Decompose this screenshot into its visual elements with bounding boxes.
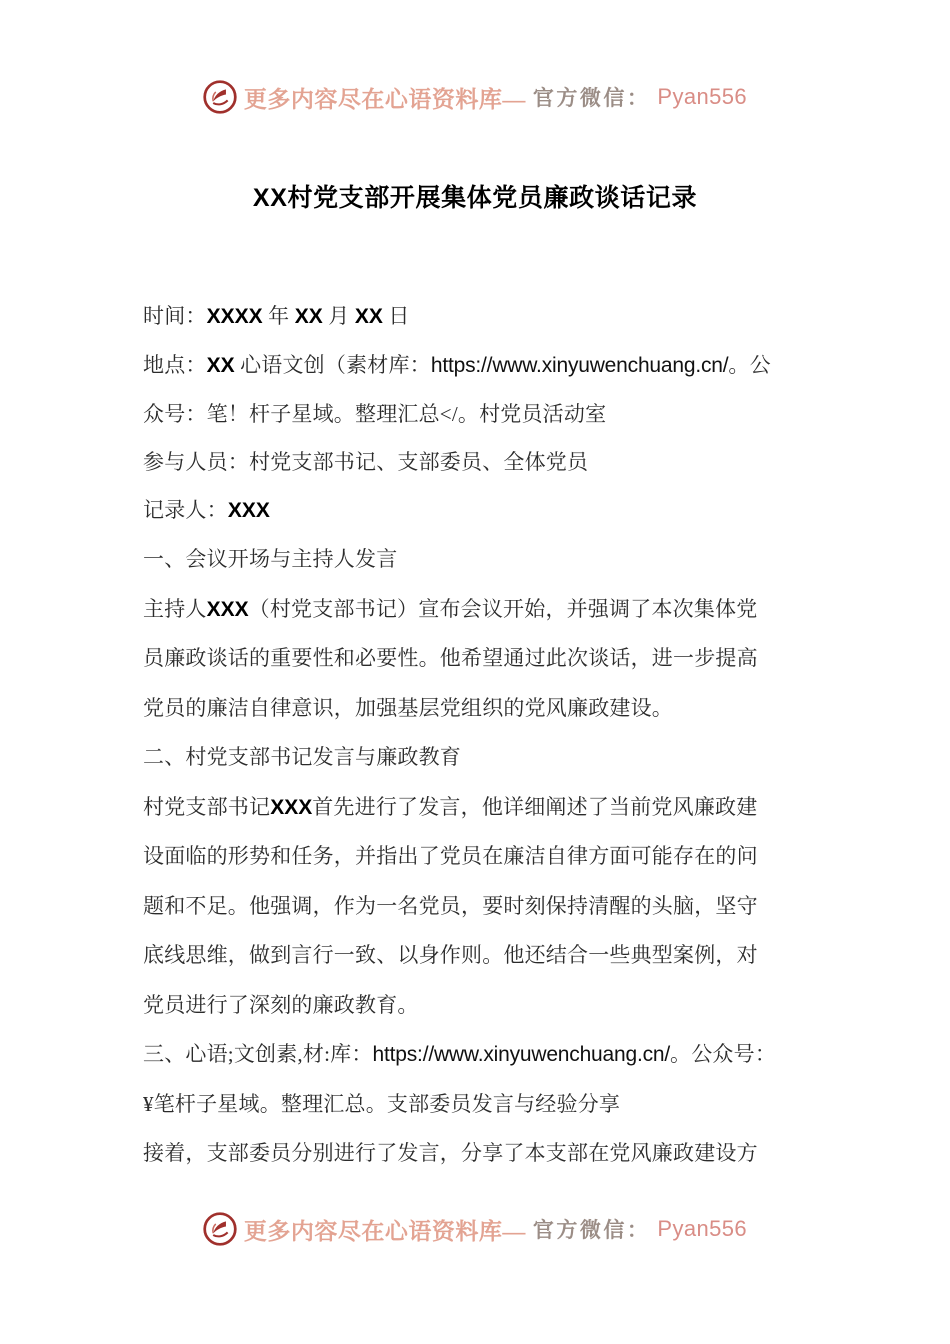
- meta-place-text-2: 。公: [728, 353, 771, 377]
- section-3-paragraph-line-1: 接着，支部委员分别进行了发言，分享了本支部在党风廉政建设方: [143, 1141, 758, 1165]
- watermark-banner-top: [0, 80, 950, 114]
- section-1-paragraph-line-2: 员廉政谈话的重要性和必要性。他希望通过此次谈话，进一步提高: [143, 646, 758, 670]
- meta-place-text-1: 心语文创（素材库：: [240, 353, 431, 377]
- meta-recorder-label: 记录人：: [143, 498, 228, 522]
- watermark-wechat-id: Pyan556: [657, 1216, 748, 1241]
- s1p1-pre: 主持人: [143, 596, 207, 621]
- section-heading-3: [143, 1030, 815, 1080]
- meta-participants-label: 参与人员：: [143, 450, 249, 474]
- meta-place-url[interactable]: https://www.xinyuwenchuang.cn/: [430, 354, 729, 377]
- section-1-paragraph-line-1: [143, 585, 815, 635]
- page-title: XX村党支部开展集体党员廉政谈话记录: [252, 184, 698, 212]
- section-1-paragraph-line-3: 党员的廉洁自律意识，加强基层党组织的党风廉政建设。: [143, 695, 673, 720]
- s1p1-post: （村党支部书记）宣布会议开始，并强调了本次集体党: [248, 596, 758, 621]
- section-2-paragraph-line-1: [143, 783, 815, 833]
- s1p1-bold: XXX: [206, 597, 249, 621]
- meta-time-unit-month: 月: [328, 304, 350, 328]
- s3-heading-prefix: 三、心语;文创素,材:库：: [143, 1042, 373, 1066]
- meta-time-label: 时间：: [143, 304, 207, 328]
- watermark-main-text: 更多内容尽在心语资料库—: [243, 86, 526, 112]
- watermark-wechat-id: Pyan556: [657, 84, 748, 109]
- seal-logo-icon: [203, 1212, 237, 1246]
- s2p1-pre: 村党支部书记: [143, 794, 271, 819]
- seal-logo-icon: [203, 80, 237, 114]
- meta-participants-value: 村党支部书记、支部委员、全体党员: [249, 450, 589, 474]
- meta-time-unit-day: 日: [388, 304, 410, 328]
- section-heading-2: 二、村党支部书记发言与廉政教育: [143, 745, 461, 769]
- watermark-wechat-label: 官方微信：: [532, 86, 651, 110]
- section-2-paragraph-line-4: 底线思维，做到言行一致、以身作则。他还结合一些典型案例，对: [143, 943, 758, 967]
- meta-place-prefix: XX: [206, 354, 235, 377]
- meta-line-time: [143, 292, 815, 341]
- section-2-paragraph-line-5: 党员进行了深刻的廉政教育。: [143, 992, 419, 1017]
- meta-recorder-value: XXX: [227, 499, 270, 522]
- meta-line-place-2: 众号：笔！杆子星域。整理汇总</。村党员活动室: [143, 402, 607, 426]
- watermark-main-text: 更多内容尽在心语资料库—: [243, 1218, 526, 1244]
- watermark-wechat-label: 官方微信：: [532, 1218, 651, 1242]
- meta-line-place-1: [143, 341, 815, 390]
- meta-line-participants: [143, 438, 815, 486]
- section-heading-1: 一、会议开场与主持人发言: [143, 547, 398, 571]
- s3-heading-suffix: 。公众号：: [670, 1042, 777, 1066]
- meta-time-unit-year: 年: [268, 304, 290, 328]
- s2p1-post: 首先进行了发言，他详细阐述了当前党风廉政建: [312, 794, 758, 819]
- section-2-paragraph-line-3: 题和不足。他强调，作为一名党员，要时刻保持清醒的头脑，坚守: [143, 893, 758, 918]
- s3-heading-url[interactable]: https://www.xinyuwenchuang.cn/: [372, 1043, 671, 1066]
- meta-time-day: XX: [354, 305, 383, 328]
- meta-time-month: XX: [294, 305, 323, 328]
- watermark-banner-bottom: [0, 1212, 950, 1246]
- document-body: [143, 292, 815, 1179]
- section-2-paragraph-line-2: 设面临的形势和任务，并指出了党员在廉洁自律方面可能存在的问: [143, 844, 758, 868]
- section-heading-3-line-2: ¥笔杆子星域。整理汇总。支部委员发言与经验分享: [143, 1091, 621, 1116]
- meta-line-recorder: [143, 486, 815, 535]
- meta-time-year: XXXX: [206, 305, 263, 328]
- meta-place-label: 地点：: [143, 353, 207, 377]
- s2p1-bold: XXX: [270, 795, 313, 819]
